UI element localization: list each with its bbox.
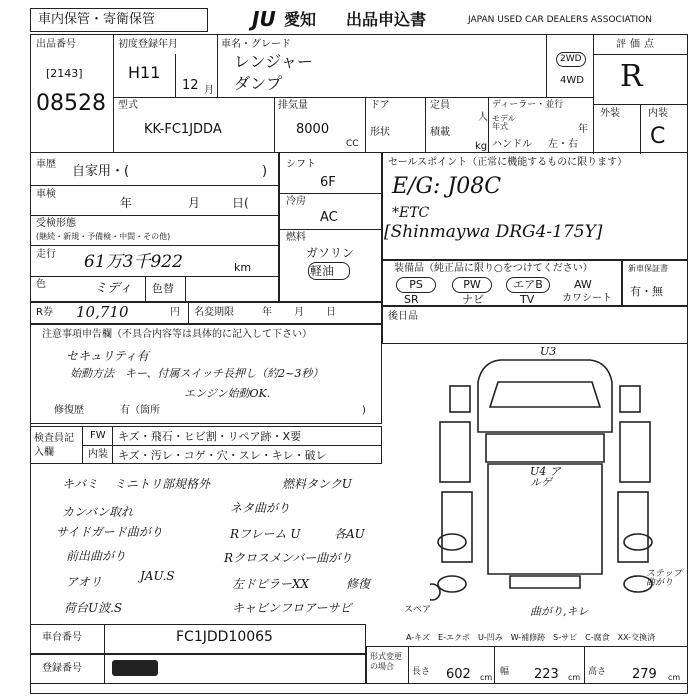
diagram-top-mark: U3 <box>540 345 557 358</box>
history-value: 自家用・( <box>72 164 130 179</box>
notes-line-3: エンジン始動OK. <box>184 387 271 400</box>
rating-score: R <box>620 59 643 94</box>
divider <box>217 34 218 97</box>
interior-items: キズ・汚レ・コゲ・穴・スレ・キレ・破レ <box>118 449 327 462</box>
lot-label: 出品番号 <box>36 39 76 50</box>
inspector-note-left-4: 前出曲がり <box>66 549 127 563</box>
exterior-label: 外装 <box>600 108 620 119</box>
warranty-label: 新車保証書 <box>628 264 668 273</box>
registration-month-unit: 月 <box>204 85 214 96</box>
shape-change-label: 形式変更の場合 <box>370 652 402 671</box>
divider <box>640 104 641 154</box>
inspection-year-unit: 年 <box>120 196 133 210</box>
damage-legend: A-キズ E-エクボ U-凹み W-補修跡 S-サビ C-腐食 XX-交換済 <box>406 633 656 642</box>
org-name: 愛知 <box>284 10 317 29</box>
equip-ps: PS <box>396 277 436 293</box>
color-value: ミディ <box>94 281 132 296</box>
inspector-note-jau: JAU.S <box>140 569 175 583</box>
interior-label: 内装 <box>648 108 668 119</box>
name-change-label: 名変期限 <box>194 307 234 318</box>
divider <box>30 185 279 186</box>
lot-number: 08528 <box>36 91 106 116</box>
inspector-note-left-3: サイドガード曲がり <box>56 525 163 539</box>
lot-sub-code: [2143] <box>46 67 83 80</box>
fuel-gasoline: ガソリン <box>306 246 355 260</box>
fuel-gasoline-circle-icon <box>308 262 350 280</box>
notes-label: 注意事項申告欄（不具合内容等は具体的に記入して下さい） <box>42 329 312 340</box>
warranty-value: 有・無 <box>630 285 663 298</box>
mileage-value: 61万3千922 <box>84 252 183 272</box>
fuel-diesel: 軽油 <box>310 264 335 278</box>
divider <box>425 97 426 152</box>
notes-line-1: セキュリティ有 <box>66 349 149 363</box>
divider <box>408 646 409 684</box>
model-year-label: モデル年式 <box>492 114 516 131</box>
left-door <box>440 422 470 482</box>
selling-point-1: E/G: J08C <box>392 174 502 199</box>
divider <box>274 97 275 152</box>
shape-label: 形状 <box>370 127 390 138</box>
inspector-note-left-1: キバミ <box>62 477 99 491</box>
spare-tire <box>430 584 440 600</box>
height-value: 279 <box>632 667 657 682</box>
divider <box>82 445 382 446</box>
width-value: 223 <box>534 667 559 682</box>
right-mirror <box>620 386 640 412</box>
capacity-label: 定員 <box>430 100 450 111</box>
width-label: 幅 <box>500 667 510 677</box>
registration-month: 12 <box>182 78 199 93</box>
length-value: 602 <box>446 667 471 682</box>
spare-label: スペア <box>404 605 432 615</box>
fw-items: キズ・飛石・ヒビ割・リペア跡・X要 <box>118 430 302 443</box>
divider <box>30 215 279 216</box>
divider <box>279 229 382 230</box>
form-title: 出品申込書 <box>346 10 427 29</box>
fw-label: FW <box>90 430 106 441</box>
dealer-import-label: ディーラー・並行 <box>492 100 564 110</box>
recycle-value: 10,710 <box>76 303 129 321</box>
rear-items-label: 後日品 <box>388 311 418 322</box>
inspector-note-right-5: Rクロスメンバー曲がり <box>224 551 353 565</box>
width-unit: cm <box>568 673 581 682</box>
cab-roof <box>486 434 604 462</box>
chassis-value: FC1JDD10065 <box>176 629 273 645</box>
rear-items-box <box>382 306 688 344</box>
length-label: 長さ <box>412 667 431 677</box>
inspector-note-right-6: 左ドピラーXX <box>232 577 310 591</box>
rating-label: 評価点 <box>616 39 658 50</box>
load-label: 積載 <box>430 127 450 138</box>
inspection-month-unit: 月 <box>188 196 201 210</box>
color-label: 色 <box>36 279 46 290</box>
inspector-note-left-6: 荷台U波.S <box>64 601 123 615</box>
ac-label: 冷房 <box>286 196 306 207</box>
height-label: 高さ <box>588 667 607 677</box>
doors-label: ドア <box>370 100 390 111</box>
inspector-note-left-2: カンバン取れ <box>62 505 134 519</box>
diagram-right-mark: ステップ曲がり <box>646 569 682 588</box>
selling-points-label: セールスポイント（正常に機能するものに限ります） <box>388 157 628 168</box>
recycle-label: R券 <box>36 307 53 318</box>
model-label: 型式 <box>118 100 138 111</box>
load-unit: kg <box>475 141 488 152</box>
registration-label: 初度登録年月 <box>118 39 178 50</box>
divider <box>175 54 176 97</box>
accept-options: (継続・新規・予備検・中間・その他) <box>36 232 171 241</box>
mileage-label: 走行 <box>36 249 56 260</box>
tailgate <box>510 576 580 588</box>
equip-aw: AW <box>574 278 592 291</box>
handle-options: 左・右 <box>548 139 578 150</box>
divider <box>593 34 594 154</box>
equip-sr: SR <box>404 293 419 306</box>
selling-point-3: [Shinmaywa DRG4-175Y] <box>384 222 603 242</box>
association-name: JAPAN USED CAR DEALERS ASSOCIATION <box>468 15 652 25</box>
inspector-note-right-1: ミニトリ部規格外 <box>114 477 211 491</box>
right-door <box>620 422 650 482</box>
notes-line-2: 始動方法 キー、付属スイッチ長押し（約2~3秒） <box>70 367 324 380</box>
length-unit: cm <box>480 673 493 682</box>
color-change-label: 色替 <box>152 282 174 295</box>
divider <box>112 426 113 464</box>
fuel-label: 燃料 <box>286 232 306 243</box>
inspector-note-shufuku: 修復 <box>346 577 371 591</box>
height-unit: cm <box>668 673 681 682</box>
divider <box>185 276 186 302</box>
divider <box>30 276 279 277</box>
divider <box>113 34 114 152</box>
divider <box>365 97 366 152</box>
car-grade: ダンプ <box>234 74 283 93</box>
wheel-rear-left <box>438 576 466 592</box>
ac-value: AC <box>320 210 338 225</box>
mileage-unit: km <box>234 261 252 274</box>
divider <box>546 34 547 97</box>
equip-pw: PW <box>452 277 492 293</box>
cab-outline <box>478 360 612 432</box>
inspection-day-unit: 日( <box>232 196 249 210</box>
diagram-center-mark: U4 アルゲ <box>530 465 561 489</box>
left-mirror <box>450 386 470 412</box>
diagram-bottom-mark: 曲がり,キレ <box>530 605 589 618</box>
equip-tv: TV <box>520 293 535 306</box>
name-change-value: 年 月 日 <box>262 307 342 318</box>
equipment-label: 装備品（純正品に限り○をつけてください） <box>394 263 593 274</box>
left-side-panel <box>442 492 472 562</box>
reg-label: 登録番号 <box>42 663 82 674</box>
inspector-note-left-5: アオリ <box>66 575 102 589</box>
divider <box>188 302 189 324</box>
model-year-unit: 年 <box>578 124 588 135</box>
car-model: KK-FC1JDDA <box>144 122 222 137</box>
inspector-note-right-3: ネタ曲がり <box>230 501 291 515</box>
equip-navi: ナビ <box>462 293 484 306</box>
inspector-label: 検査員記入欄 <box>34 433 74 458</box>
divider <box>494 646 495 684</box>
inspector-note-right-7: キャビンフロアーサビ <box>232 601 352 615</box>
divider <box>584 646 585 684</box>
windshield <box>490 382 600 407</box>
equip-airbag: エアB <box>506 277 550 293</box>
accept-label: 受検形態 <box>36 218 76 229</box>
divider <box>30 245 279 246</box>
history-label: 車歴 <box>36 159 56 170</box>
shift-label: シフト <box>286 159 316 170</box>
inspector-interior-label: 内装 <box>88 449 108 460</box>
divider <box>113 97 593 98</box>
inspector-note-right-2: 燃料タンクU <box>282 477 352 491</box>
car-name: レンジャー <box>234 52 313 71</box>
drive-2wd: 2WD <box>556 52 586 67</box>
history-close: ) <box>262 164 268 179</box>
displacement-value: 8000 <box>296 122 330 137</box>
displacement-unit: CC <box>346 139 359 149</box>
selling-point-2: *ETC <box>392 205 430 221</box>
displacement-label: 排気量 <box>278 100 308 111</box>
registration-era-year: H11 <box>128 63 161 82</box>
shift-value: 6F <box>320 175 336 190</box>
inspector-note-right-4: Rフレーム U <box>230 527 301 541</box>
drive-4wd: 4WD <box>560 75 584 86</box>
inspection-label: 車検 <box>36 189 56 200</box>
recycle-unit: 円 <box>170 307 180 318</box>
storage-title: 車内保管・寄衛保管 <box>38 12 156 27</box>
chassis-label: 車台番号 <box>42 632 82 643</box>
divider <box>279 193 382 194</box>
handle-label: ハンドル <box>492 139 532 150</box>
divider <box>145 276 146 302</box>
repair-close: ) <box>362 405 366 416</box>
right-side-panel <box>618 492 648 562</box>
equip-leather: カワシート <box>562 293 612 304</box>
divider <box>488 97 489 152</box>
divider <box>593 54 688 55</box>
repair-label: 修復歴 <box>54 405 84 416</box>
inspector-note-au: 各AU <box>334 527 365 541</box>
capacity-unit: 人 <box>478 112 488 123</box>
interior-score: C <box>650 124 666 149</box>
car-name-label: 車名・グレード <box>221 39 291 50</box>
reg-redaction <box>112 660 158 676</box>
repair-value: 有（箇所 <box>120 405 160 416</box>
org-logo: JU <box>252 7 276 31</box>
